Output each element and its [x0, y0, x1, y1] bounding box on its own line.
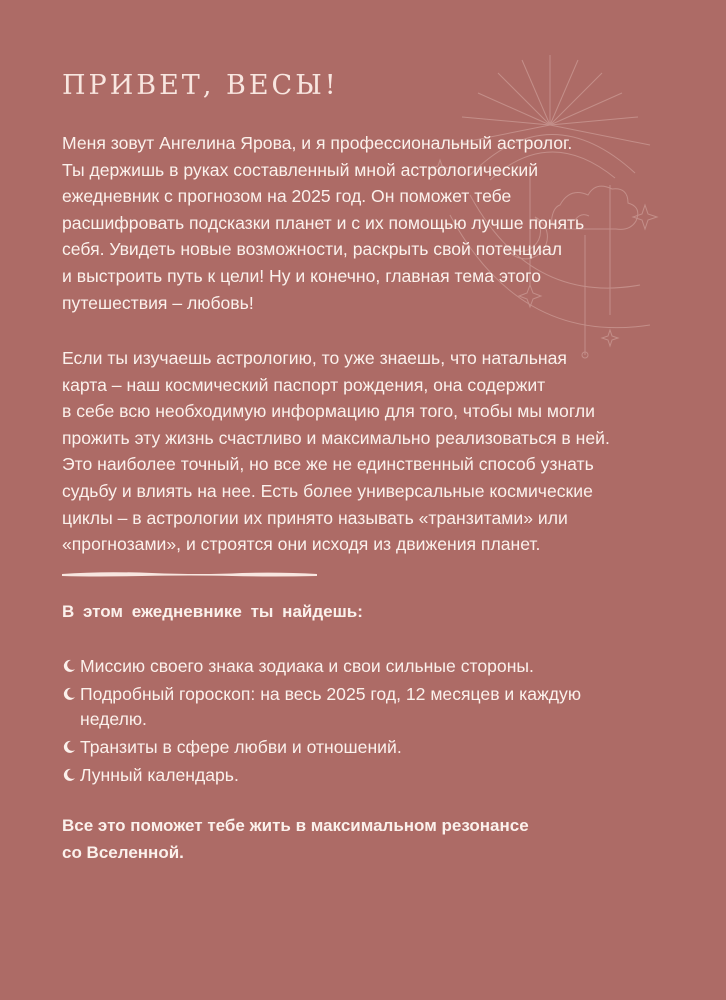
astrology-line: циклы – в астрологии их принято называть «транзитами» или: [62, 507, 568, 528]
list-item-text: Миссию своего знака зодиака и свои сильные стороны.: [80, 656, 534, 676]
list-item-text: Лунный календарь.: [80, 765, 239, 785]
list-item-text: неделю.: [80, 709, 147, 729]
list-item-text: Транзиты в сфере любви и отношений.: [80, 737, 402, 757]
intro-line: путешествия – любовь!: [62, 292, 254, 313]
list-item-text: Подробный гороскоп: на весь 2025 год, 12 месяцев и каждую: [80, 684, 582, 704]
astrology-line: карта – наш космический паспорт рождения, она содержит: [62, 374, 546, 395]
page-title: ПРИВЕТ, ВЕСЫ!: [62, 70, 339, 101]
astrology-paragraph: [62, 345, 672, 558]
intro-line: себя. Увидеть новые возможности, раскрыть свой потенциал: [62, 239, 562, 260]
crescent-moon-icon: [62, 659, 76, 673]
astrology-line: в себе всю необходимую информацию для того, чтобы мы могли: [62, 401, 595, 422]
astrology-line: Если ты изучаешь астрологию, то уже знаешь, что натальная: [62, 348, 567, 368]
list-item: [62, 763, 682, 788]
closing-line: Все это поможет тебе жить в максимальном резонансе: [62, 816, 529, 835]
astrology-line: «прогнозами», и строятся они исходя из движения планет.: [62, 534, 541, 555]
features-heading: В этом ежедневнике ты найдешь:: [62, 602, 363, 621]
crescent-moon-icon: [62, 768, 76, 782]
astrology-line: судьбу и влиять на нее. Есть более универсальные космические: [62, 480, 593, 501]
list-item: [62, 735, 682, 760]
brush-divider: [62, 568, 317, 580]
intro-line: Меня зовут Ангелина Ярова, и я профессиональный астролог.: [62, 133, 573, 153]
closing-statement: [62, 812, 529, 866]
astrology-line: Это наиболее точный, но все же не единственный способ узнать: [62, 454, 594, 475]
astrology-line: прожить эту жизнь счастливо и максимально реализоваться в ней.: [62, 427, 610, 448]
crescent-moon-icon: [62, 740, 76, 754]
intro-line: и выстроить путь к цели! Ну и конечно, главная тема этого: [62, 265, 541, 286]
list-item: [62, 682, 682, 732]
intro-line: расшифровать подсказки планет и с их помощью лучше понять: [62, 212, 585, 233]
closing-line: со Вселенной.: [62, 843, 184, 862]
intro-paragraph: [62, 130, 672, 316]
crescent-moon-icon: [62, 687, 76, 701]
intro-line: Ты держишь в руках составленный мной астрологический: [62, 159, 539, 180]
intro-line: ежедневник с прогнозом на 2025 год. Он поможет тебе: [62, 186, 512, 207]
list-item: [62, 654, 682, 679]
features-list: [62, 654, 682, 791]
